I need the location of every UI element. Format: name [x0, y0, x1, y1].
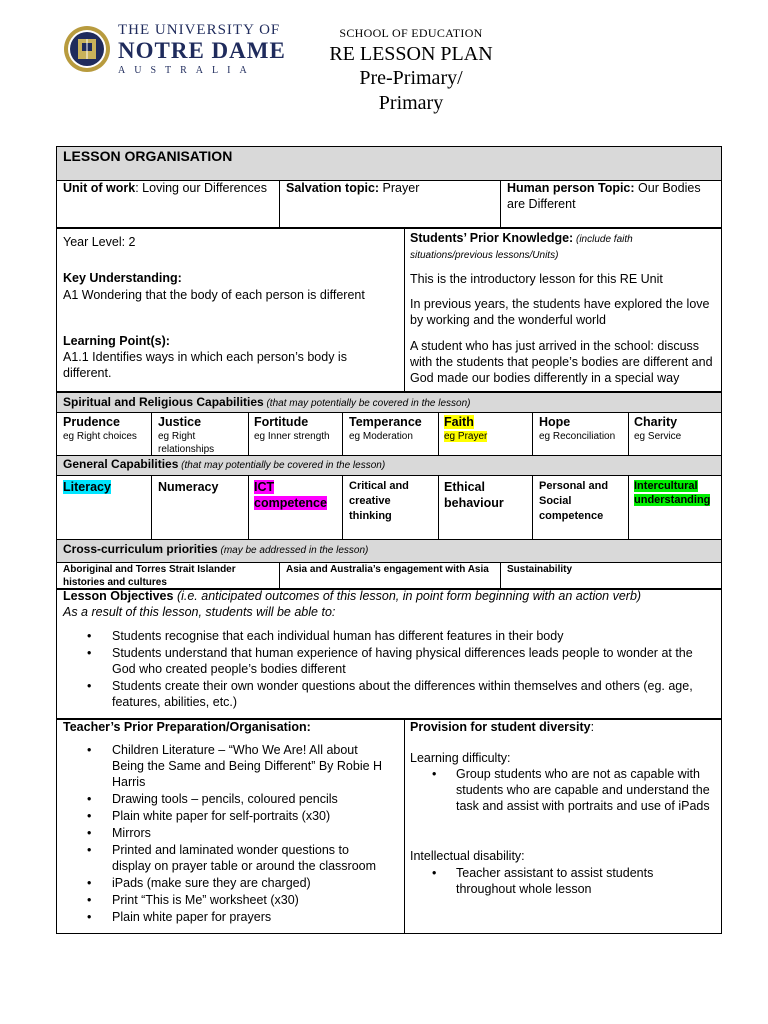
preparation-item: • iPads (make sure they are charged)	[63, 875, 383, 891]
capability-fortitude	[254, 414, 340, 443]
key-understanding-label: Key Understanding:	[63, 271, 182, 285]
objectives-heading-text: Lesson Objectives	[63, 589, 174, 603]
capability-temperance	[349, 414, 437, 443]
capability-ethical: Ethical behaviour	[444, 480, 504, 510]
preparation-item: • Plain white paper for prayers	[63, 909, 383, 925]
spiritual-capabilities-heading	[57, 393, 721, 412]
subtitle-line-1: Pre-Primary/	[359, 67, 463, 89]
preparation-item: • Mirrors	[63, 825, 383, 841]
literacy-label: Literacy	[63, 480, 111, 494]
prudence-label: Prudence	[63, 415, 120, 429]
objectives-heading-note: (i.e. anticipated outcomes of this lesson, in point form beginning with an action verb)	[173, 589, 642, 603]
temperance-label: Temperance	[349, 415, 422, 429]
general-heading-text: General Capabilities	[63, 457, 179, 471]
lesson-details-box	[56, 228, 722, 392]
fortitude-example: eg Inner strength	[254, 431, 330, 442]
diversity-heading-text: Provision for student diversity	[410, 720, 591, 734]
intellectual-disability-list	[410, 865, 716, 898]
capability-charity	[634, 414, 720, 443]
prior-label: Students’ Prior Knowledge:	[410, 231, 574, 245]
lesson-organisation-box	[56, 146, 722, 228]
intercultural-label: Intercultural understanding	[634, 480, 711, 506]
university-logo	[62, 22, 286, 80]
spiritual-heading-text: Spiritual and Religious Capabilities	[63, 395, 264, 409]
school-name: SCHOOL OF EDUCATION	[339, 26, 483, 40]
intellectual-disability-label: Intellectual disability:	[410, 849, 525, 863]
diversity-heading-colon: :	[590, 720, 595, 734]
priority-sustainability: Sustainability	[507, 564, 573, 575]
preparation-item: • Drawing tools – pencils, coloured pencils	[63, 791, 383, 807]
preparation-item: • Printed and laminated wonder questions to display on prayer table or around the classroom	[63, 842, 383, 874]
cross-curriculum-heading	[57, 540, 721, 562]
salvation-label: Salvation topic:	[286, 181, 380, 195]
key-understanding-value: A1 Wondering that the body of each person is different	[63, 288, 365, 302]
unit-value: : Loving our Differences	[135, 181, 268, 195]
prior-knowledge-heading	[410, 230, 716, 262]
learning-difficulty-item: • Group students who are not as capable with students who are capable and understand the task and assist with portraits and use of iPads	[410, 766, 716, 814]
justice-label: Justice	[158, 415, 202, 429]
diversity-heading	[410, 719, 716, 735]
logo-line-3: AUSTRALIA	[118, 65, 256, 76]
preparation-box	[56, 719, 722, 934]
general-capabilities-heading	[57, 456, 721, 475]
capability-hope	[539, 414, 627, 443]
unit-label: Unit of work	[63, 181, 136, 195]
objectives-intro: As a result of this lesson, students will be able to:	[63, 605, 336, 619]
prior-note: (include faith situations/previous lessons/Units)	[410, 234, 633, 261]
year-level: Year Level: 2	[63, 235, 136, 249]
faith-example: eg Prayer	[444, 431, 488, 442]
priority-aboriginal: Aboriginal and Torres Strait Islander histories and cultures	[63, 564, 236, 588]
human-label: Human person Topic:	[507, 181, 635, 195]
document-header	[300, 26, 522, 116]
preparation-item: • Print “This is Me” worksheet (x30)	[63, 892, 383, 908]
faith-label: Faith	[444, 415, 474, 429]
page-title: RE LESSON PLAN	[329, 43, 493, 65]
learning-difficulty-list	[410, 766, 716, 815]
charity-example: eg Service	[634, 431, 682, 442]
prior-paragraph-2: In previous years, the students have explored the love by working and the wonderful world	[410, 297, 710, 327]
learning-difficulty-label: Learning difficulty:	[410, 751, 511, 765]
general-heading-note: (that may potentially be covered in the lesson)	[178, 460, 386, 471]
objective-item: • Students recognise that each individual human has different features in their body	[63, 628, 713, 644]
capability-critical-thinking: Critical and creative thinking	[349, 480, 409, 522]
objective-item: • Students create their own wonder questions about the differences within themselves and others (eg. age, features, abilities, etc.)	[63, 678, 713, 710]
capability-intercultural	[634, 479, 720, 507]
lesson-organisation-heading: LESSON ORGANISATION	[57, 147, 721, 180]
salvation-value: Prayer	[379, 181, 420, 195]
crest-icon	[62, 22, 112, 80]
hope-label: Hope	[539, 415, 571, 429]
human-value: Our Bodies are Different	[507, 181, 701, 211]
prior-paragraph-3: A student who has just arrived in the school: discuss with the students that people’s bodies are different and God made our bodies differently in a special way	[410, 339, 713, 385]
learning-points-value: A1.1 Identifies ways in which each person’s body is different.	[63, 350, 347, 380]
justice-example: eg Right relationships	[158, 431, 215, 455]
preparation-list	[63, 742, 383, 926]
capabilities-box	[56, 392, 722, 589]
hope-example: eg Reconciliation	[539, 431, 616, 442]
charity-label: Charity	[634, 415, 678, 429]
capability-faith	[444, 414, 530, 443]
cross-heading-note: (may be addressed in the lesson)	[217, 545, 369, 556]
temperance-example: eg Moderation	[349, 431, 413, 442]
capability-personal-social: Personal and Social competence	[539, 480, 609, 522]
capability-prudence	[63, 414, 149, 443]
spiritual-heading-note: (that may potentially be covered in the lesson)	[263, 398, 471, 409]
unit-of-work	[63, 180, 275, 196]
learning-points-label: Learning Point(s):	[63, 334, 170, 348]
objectives-list	[63, 628, 713, 711]
preparation-item: • Plain white paper for self-portraits (x30)	[63, 808, 383, 824]
capability-literacy	[63, 479, 149, 495]
capability-numeracy: Numeracy	[158, 480, 219, 494]
cross-heading-text: Cross-curriculum priorities	[63, 542, 218, 556]
preparation-heading: Teacher’s Prior Preparation/Organisation:	[63, 720, 311, 734]
prudence-example: eg Right choices	[63, 431, 137, 442]
intellectual-disability-item: • Teacher assistant to assist students throughout whole lesson	[410, 865, 716, 897]
human-person-topic	[507, 180, 717, 212]
objectives-heading	[63, 588, 713, 604]
subtitle-line-2: Primary	[378, 92, 444, 114]
prior-paragraph-1: This is the introductory lesson for this RE Unit	[410, 272, 663, 286]
salvation-topic	[286, 180, 496, 196]
logo-line-2: NOTRE DAME	[118, 38, 286, 63]
logo-line-1: THE UNIVERSITY OF	[118, 22, 281, 38]
fortitude-label: Fortitude	[254, 415, 309, 429]
ict-label: ICT competence	[254, 480, 327, 510]
lesson-objectives-box	[56, 589, 722, 719]
preparation-item: • Children Literature – “Who We Are! All about Being the Same and Being Different” By Robie H Harris	[63, 742, 383, 790]
objective-item: • Students understand that human experience of having physical differences leads people to wonder at the God who created people’s bodies different	[63, 645, 713, 677]
capability-ict	[254, 479, 332, 511]
capability-justice	[158, 414, 244, 456]
priority-asia: Asia and Australia’s engagement with Asia	[286, 564, 489, 575]
